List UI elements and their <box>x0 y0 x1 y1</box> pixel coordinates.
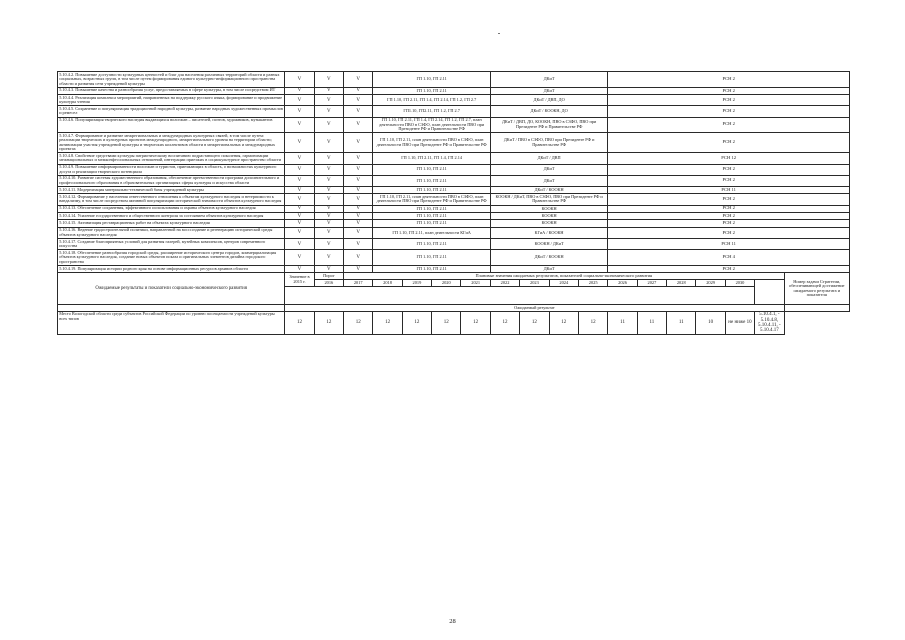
stage-1-mark: V <box>285 205 314 212</box>
stage-1-mark: V <box>285 164 314 175</box>
activity-row <box>58 205 850 212</box>
activity-description: 5.10.4.12. Формирование у населения ответственного отношения к объектам культурного наследия и нетерпимости к вандализму, в том числе посредством активной популяризации исторической значимости объектов культурного наследия <box>58 194 285 205</box>
activity-description: 5.10.4.16. Ведение градостроительной политики, направленной на восссоздание и регенерацию исторической среды объектов культурного наследия <box>58 227 285 238</box>
executors: ДКиТ / ДВП, ДО <box>490 95 607 106</box>
stage-3-mark: V <box>344 153 373 164</box>
stage-2-mark: V <box>314 175 343 186</box>
executors: КООКН <box>490 213 607 220</box>
executors: КООКН <box>490 205 607 212</box>
activity-description: 5.10.4.19. Популяризация истории родного края на основе информационных ресурсов архивов области <box>58 265 285 272</box>
year-cell: 2025 <box>578 280 607 287</box>
executors: ДКиТ / КООКН <box>490 250 607 266</box>
state-programs: ГП 1.10, ГП 2.11, план деятельности КГиА <box>373 227 490 238</box>
stage-1-mark: V <box>285 227 314 238</box>
year-cell: 2018 <box>373 280 402 287</box>
executors: ДКиТ / ДВП <box>490 153 607 164</box>
year-cell: 2023 <box>520 280 549 287</box>
rsn-code: РСН 2 <box>608 213 850 220</box>
indicator-label: Ожидаемые результаты и показатели социально-экономического развития <box>58 273 285 305</box>
stage-3-mark: V <box>344 213 373 220</box>
state-programs: ГП 1.10, ГП 2.11 <box>373 239 490 250</box>
activity-row <box>58 153 850 164</box>
executors: КООКН / ДКиТ <box>490 239 607 250</box>
stage-3-mark: V <box>344 117 373 133</box>
activity-description: 5.10.4.7. Формирование и развитие межрегиональных и международных культурных связей, в том числе путем: реализации творческих и культурных проектов международного, межрегионального уровня на территории области; активизации участия учреждений культуры и творческих коллективов области в межрегиональных и международных проектах <box>58 133 285 153</box>
executors: ДКиТ / ПВО в СЗФО, ПВО при Президенте РФ и Правительстве РФ <box>490 133 607 153</box>
state-programs: ГП 1.10, ГП 2.11, ГП 1.4, ГП 2.14 <box>373 153 490 164</box>
activity-row <box>58 213 850 220</box>
indicator-text: Место Вологодской области среди субъектов Российской Федерации по уровню посещаемости учреждений культуры всех типов <box>58 311 285 334</box>
executors: КООКН / ДКиТ, ПВО в СЗФО, ПВО при Президенте РФ и Правительстве РФ <box>490 194 607 205</box>
executors: КООКН <box>490 220 607 227</box>
year-cell: 2030 <box>725 280 754 287</box>
stage-2-mark: V <box>314 220 343 227</box>
year-value: 10 <box>696 311 725 334</box>
stage-2-mark: V <box>314 164 343 175</box>
stage-3-mark: V <box>344 250 373 266</box>
stage-1-mark: V <box>285 133 314 153</box>
expected-result-label: Ожидаемый результат <box>285 305 784 312</box>
stage-2-mark: V <box>314 153 343 164</box>
stage-2-mark: V <box>314 213 343 220</box>
stage-3-mark: V <box>344 227 373 238</box>
state-programs: ГП 1.10, ГП 2.11, план деятельности ПВО в СЗФО, план деятельности ПВО при Президенте РФ и Правительстве РФ <box>373 194 490 205</box>
year-cell: 2019 <box>402 280 431 287</box>
stage-2-mark: V <box>314 250 343 266</box>
stage-1-mark: V <box>285 153 314 164</box>
rsn-code: РСН 2 <box>608 133 850 153</box>
page-number: 28 <box>449 618 456 625</box>
activity-description: 5.10.4.10. Развитие системы художественного образования, обеспечение преемственности программ дополнительного и профессионального образования в образовательных организациях сферы культуры и искусства области <box>58 175 285 186</box>
executors: ДКиТ / КООКН, ДО <box>490 106 607 117</box>
state-programs: ГП 1.10, ГП 2.11 <box>373 186 490 193</box>
rsn-code: РСН 11 <box>608 186 850 193</box>
rsn-code: РСН 2 <box>608 265 850 272</box>
year-cell: 2016 <box>314 280 343 287</box>
activity-description: 5.10.4.13. Обеспечение сохранения, эффективного использования и охраны объектов культурного наследия <box>58 205 285 212</box>
activity-row <box>58 106 850 117</box>
rsn-code: РСН 2 <box>608 87 850 94</box>
state-programs: ГП 1.10, ГП 2.11 <box>373 87 490 94</box>
executors: ДКиТ <box>490 175 607 186</box>
activity-description: 5.10.4.8. Свойствие средствами культуры патриотическому воспитанию подрастающего поколения, гармонизации межнациональных и межконфессиональных отношений, интеграции приезжих в социокультурное пространство области <box>58 153 285 164</box>
year-cell: 2021 <box>461 280 490 287</box>
stage-3-mark: V <box>344 133 373 153</box>
stage-2-mark: V <box>314 133 343 153</box>
stage-3-mark: V <box>344 265 373 272</box>
value-2015-header: Значение в 2015 г. <box>285 273 314 287</box>
indicator-values-row <box>58 311 850 334</box>
stage-3-mark: V <box>344 220 373 227</box>
state-programs: ГП 1.10, ГП 2.11 <box>373 213 490 220</box>
state-programs: ГП 1.10, ГП 2.11, ГП 1.4, ГП 2.14, ГП 1.2, ГП 2.7, план деятельности ПВО в СЗФО, план деятельности ПВО при Президенте РФ и Правительстве РФ <box>373 117 490 133</box>
activity-row <box>58 175 850 186</box>
year-cell: 2024 <box>549 280 578 287</box>
strategy-table <box>57 71 850 335</box>
activity-row <box>58 227 850 238</box>
state-programs: ГП 1.10, ГП 2.11 <box>373 250 490 266</box>
executors: ДКиТ <box>490 87 607 94</box>
stage-1-mark: V <box>285 250 314 266</box>
year-value: 12 <box>578 311 607 334</box>
stage-2-mark: V <box>314 239 343 250</box>
threshold-header: Порог <box>314 273 343 280</box>
stage-3-mark: V <box>344 95 373 106</box>
activity-description: 5.10.4.3. Повышение качества и разнообразия услуг, предоставляемых в сфере культуры, в том числе посредством ИТ <box>58 87 285 94</box>
state-programs: ГП 1.10, ГП 2.11 <box>373 175 490 186</box>
stage-1-mark: V <box>285 175 314 186</box>
stage-3-mark: V <box>344 194 373 205</box>
final-value: не ниже 10 <box>725 311 754 334</box>
activity-row <box>58 72 850 88</box>
state-programs: ГП 1.10, ГП 2.11 <box>373 220 490 227</box>
stage-2-mark: V <box>314 227 343 238</box>
value-2015: 12 <box>285 311 314 334</box>
stage-1-mark: V <box>285 213 314 220</box>
activity-row <box>58 87 850 94</box>
activity-row <box>58 164 850 175</box>
stage-1-mark: V <box>285 220 314 227</box>
executors: ДКиТ <box>490 164 607 175</box>
stage-3-mark: V <box>344 106 373 117</box>
activity-row <box>58 186 850 193</box>
stage-3-mark: V <box>344 175 373 186</box>
activity-row <box>58 250 850 266</box>
rsn-code: РСН 2 <box>608 227 850 238</box>
stage-2-mark: V <box>314 205 343 212</box>
state-programs: ГП 1.10, ГП 2.11 <box>373 205 490 212</box>
activity-description: 5.10.4.18. Обеспечение разнообразия городской среды, расширение исторического центра городов, коммерциализация объектов культурного наследия, создание новых объектов показа и оригинальных элементов дизайна городского пространства <box>58 250 285 266</box>
rsn-code: РСН 2 <box>608 164 850 175</box>
stage-3-mark: V <box>344 87 373 94</box>
stage-1-mark: V <box>285 72 314 88</box>
activity-row <box>58 265 850 272</box>
year-value: 12 <box>520 311 549 334</box>
year-value: 12 <box>344 311 373 334</box>
stage-3-mark: V <box>344 239 373 250</box>
activities-body <box>58 72 850 273</box>
task-number-header: Номер задачи Стратегии, обеспечивающей достижение ожидаемого результата и показателя <box>784 273 849 305</box>
state-programs: ГП 1.10, ГП 2.11 <box>373 265 490 272</box>
activity-description: 5.10.4.4. Реализация комплекса мероприятий, направленных на поддержку русского языка, формирование и продвижение культуры чтения <box>58 95 285 106</box>
executors: ДКиТ <box>490 265 607 272</box>
activity-description: 5.10.4.15. Активизация реставрационных работ на объектах культурного наследия <box>58 220 285 227</box>
activity-row <box>58 220 850 227</box>
stage-2-mark: V <box>314 72 343 88</box>
planned-values-header: Плановые значения ожидаемых результатов, показателей социально-экономического развития <box>344 273 784 280</box>
stage-3-mark: V <box>344 205 373 212</box>
rsn-code: РСН 2 <box>608 106 850 117</box>
activity-description: 5.10.4.6. Популяризация творческого наследия выдающихся вологжан – писателей, поэтов, художников, музыкантов <box>58 117 285 133</box>
stage-2-mark: V <box>314 95 343 106</box>
stage-2-mark: V <box>314 194 343 205</box>
year-value: 11 <box>608 311 637 334</box>
activity-description: 5.10.4.5. Сохранение и популяризация традиционной народной культуры, развитие народных художественных промыслов и ремесел <box>59 105 283 116</box>
executors: ДКиТ <box>490 72 607 88</box>
year-cell: 2027 <box>637 280 666 287</box>
task-numbers: 5.10.4.1, - 5.10.4.8, 5.10.4.11, - 5.10.4.17 <box>755 311 784 334</box>
stage-2-mark: V <box>314 87 343 94</box>
stage-1-mark: V <box>285 87 314 94</box>
rsn-code: РСН 2 <box>608 205 850 212</box>
year-value: 12 <box>373 311 402 334</box>
year-value: 11 <box>637 311 666 334</box>
activity-description: 5.10.4.9. Повышение информированности вологжан и туристов, приезжающих в область, о возможностях культурного досуга и реализации творческого потенциала <box>58 164 285 175</box>
rsn-code: РСН 2 <box>608 194 850 205</box>
threshold-value: 12 <box>314 311 343 334</box>
year-cell: 2017 <box>344 280 373 287</box>
year-value: 12 <box>432 311 461 334</box>
year-cell: 2026 <box>608 280 637 287</box>
year-value: 12 <box>461 311 490 334</box>
stage-2-mark: V <box>314 117 343 133</box>
state-programs: ГП 1.10, ГП 2.11 <box>373 164 490 175</box>
activity-description: 5.10.4.14. Усиление государственного и общественного контроля за состоянием объектов культурного наследия <box>58 213 285 220</box>
stage-2-mark: V <box>314 186 343 193</box>
activity-row <box>58 239 850 250</box>
rsn-code: РСН 2 <box>608 175 850 186</box>
stage-1-mark: V <box>285 95 314 106</box>
stage-3-mark: V <box>344 72 373 88</box>
stage-1-mark: V <box>285 106 314 117</box>
stage-3-mark: V <box>344 186 373 193</box>
activity-description: 5.10.4.11. Модернизация материально-технической базы учреждений культуры <box>58 186 285 193</box>
expected-result-row <box>58 305 850 312</box>
executors: ДКиТ / КООКН <box>490 186 607 193</box>
rsn-code: РСН 12 <box>608 153 850 164</box>
activity-row <box>58 194 850 205</box>
indicator-header-row <box>58 273 850 280</box>
state-programs: ГП 1.10, ГП 2.11, план деятельности ПВО в СЗФО, план деятельности ПВО при Президенте РФ и Правительстве РФ <box>373 133 490 153</box>
stage-1-mark: V <box>285 265 314 272</box>
activity-row <box>58 133 850 153</box>
stage-1-mark: V <box>285 117 314 133</box>
activity-row <box>58 95 850 106</box>
year-value: 12 <box>402 311 431 334</box>
stage-2-mark: V <box>314 106 343 117</box>
scan-mark <box>498 33 500 34</box>
activity-description: 5.10.4.17. Создание благоприятных условий для развития галерей, музейных комплексов, центров современного искусства <box>58 239 285 250</box>
rsn-code: РСН 2 <box>608 117 850 133</box>
year-value: 12 <box>549 311 578 334</box>
stage-1-mark: V <box>285 194 314 205</box>
year-cell: 2028 <box>667 280 696 287</box>
year-cell: 2022 <box>490 280 519 287</box>
year-value: 12 <box>490 311 519 334</box>
stage-2-mark: V <box>314 265 343 272</box>
activity-description: 5.10.4.2. Повышение доступности культурных ценностей и благ для населения различных территорий области и разных социальных, возрастных групп, в том числе путем формирования единого культурно-информационного пространства области и развития сети учреждений культуры <box>58 72 285 88</box>
stage-1-mark: V <box>285 239 314 250</box>
executors: ДКиТ / ДВП, ДО, КООКН, ПВО в СЗФО, ПВО при Президенте РФ и Правительстве РФ <box>490 117 607 133</box>
state-programs: ГП1.10, ГП2.11, ГП 1.2, ГП 2.7 <box>373 106 490 117</box>
rsn-code: РСН 2 <box>608 72 850 88</box>
rsn-code: РСН 4 <box>608 250 850 266</box>
stage-3-mark: V <box>344 164 373 175</box>
stage-1-mark: V <box>285 186 314 193</box>
rsn-code: РСН 2 <box>608 220 850 227</box>
year-cell: 2020 <box>432 280 461 287</box>
year-cell: 2029 <box>696 280 725 287</box>
executors: КГиА / КООКН <box>490 227 607 238</box>
year-value: 11 <box>667 311 696 334</box>
rsn-code: РСН 11 <box>608 239 850 250</box>
state-programs: ГП 1.10, ГП 2.11, ГП 1.4, ГП 2.14, ГП 1.2, ГП 2.7 <box>373 95 490 106</box>
rsn-code: РСН 2 <box>608 95 850 106</box>
activity-row <box>58 117 850 133</box>
state-programs: ГП 1.10, ГП 2.11 <box>373 72 490 88</box>
